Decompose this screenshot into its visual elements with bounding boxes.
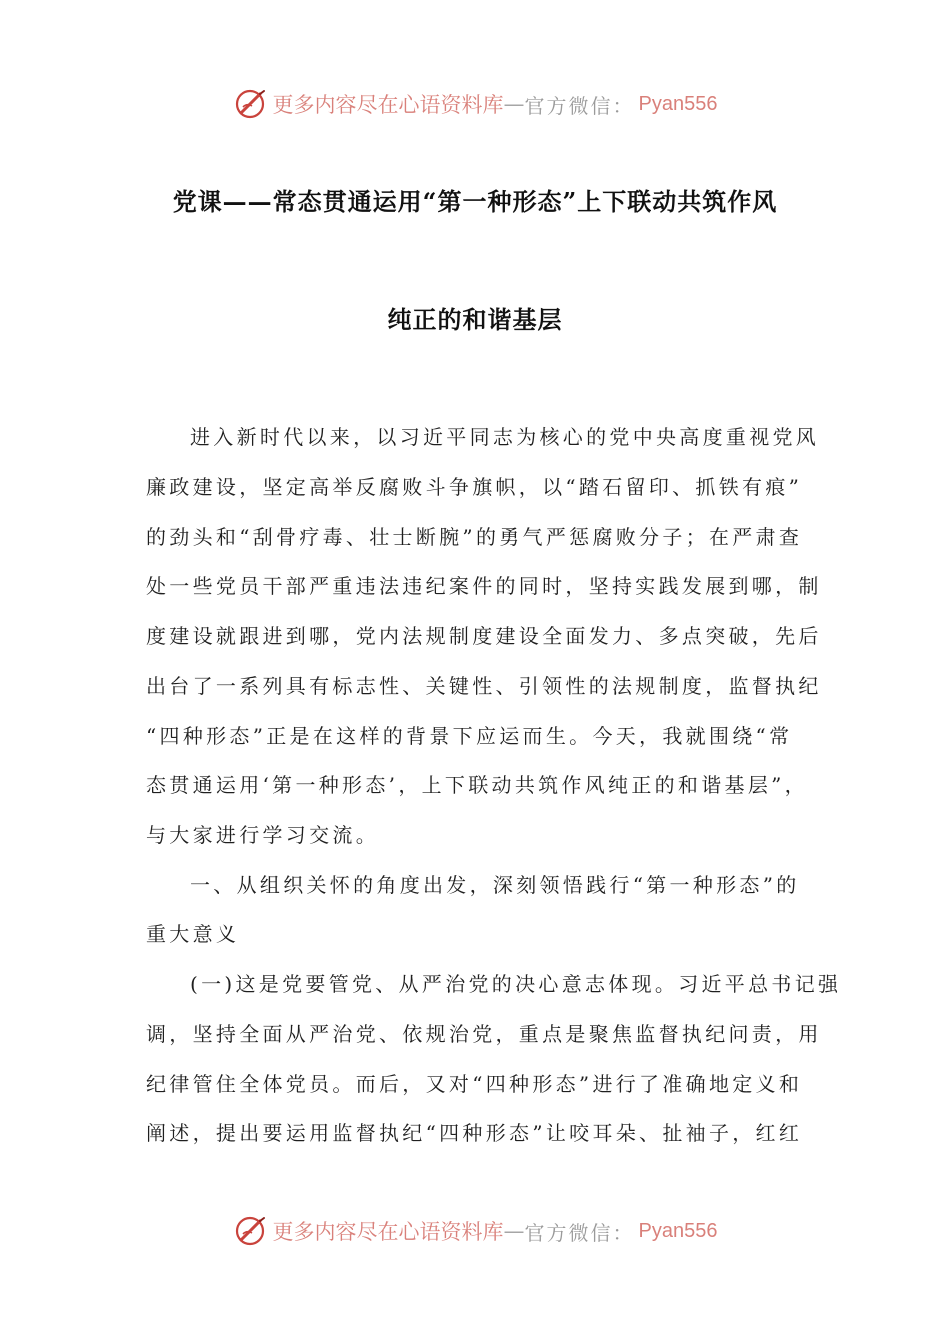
body-line: 度建设就跟进到哪，党内法规制度建设全面发力、多点突破，先后 — [146, 624, 822, 648]
body-line: 态贯通运用‘第一种形态’，上下联动共筑作风纯正的和谐基层”， — [146, 773, 808, 797]
watermark-wechat-label: 官方微信： — [524, 1220, 635, 1245]
pen-logo-icon — [233, 1213, 269, 1249]
watermark-wechat-id: Pyan556 — [638, 92, 718, 115]
body-line: “四种形态”正是在这样的背景下应运而生。今天，我就围绕“常 — [146, 724, 793, 748]
document-title-line-1: 党课——常态贯通运用“第一种形态”上下联动共筑作风 — [172, 187, 778, 216]
section-heading: 一、从组织关怀的角度出发，深刻领悟践行“第一种形态”的 — [190, 873, 800, 897]
pen-logo-icon — [233, 86, 269, 122]
body-line: 纪律管住全体党员。而后，又对“四种形态”进行了准确地定义和 — [146, 1072, 803, 1096]
watermark-main-text: 更多内容尽在心语资料库 — [272, 93, 504, 117]
body-line: (一)这是党要管党、从严治党的决心意志体现。习近平总书记强 — [190, 972, 842, 996]
watermark-wechat-label: 官方微信： — [524, 93, 635, 118]
document-title-line-2: 纯正的和谐基层 — [387, 305, 563, 334]
body-line: 进入新时代以来，以习近平同志为核心的党中央高度重视党风 — [190, 425, 820, 449]
watermark-dash: — — [503, 1219, 525, 1243]
body-line: 与大家进行学习交流。 — [146, 823, 379, 847]
body-line: 的劲头和“刮骨疗毒、壮士断腕”的勇气严惩腐败分子；在严肃查 — [146, 525, 803, 549]
body-line: 阐述，提出要运用监督执纪“四种形态”让咬耳朵、扯袖子，红红 — [146, 1121, 803, 1145]
watermark-dash: — — [503, 92, 525, 116]
body-line: 出台了一系列具有标志性、关键性、引领性的法规制度，监督执纪 — [146, 674, 822, 698]
watermark-footer — [0, 1211, 950, 1251]
body-line: 调，坚持全面从严治党、依规治党，重点是聚焦监督执纪问责，用 — [146, 1022, 822, 1046]
watermark-main-text: 更多内容尽在心语资料库 — [272, 1220, 504, 1244]
watermark-header — [0, 84, 950, 124]
body-line: 处一些党员干部严重违法违纪案件的同时，坚持实践发展到哪，制 — [146, 574, 822, 598]
watermark-wechat-id: Pyan556 — [638, 1219, 718, 1242]
section-heading-cont: 重大意义 — [146, 922, 240, 946]
body-line: 廉政建设，坚定高举反腐败斗争旗帜，以“踏石留印、抓铁有痕” — [146, 475, 803, 499]
